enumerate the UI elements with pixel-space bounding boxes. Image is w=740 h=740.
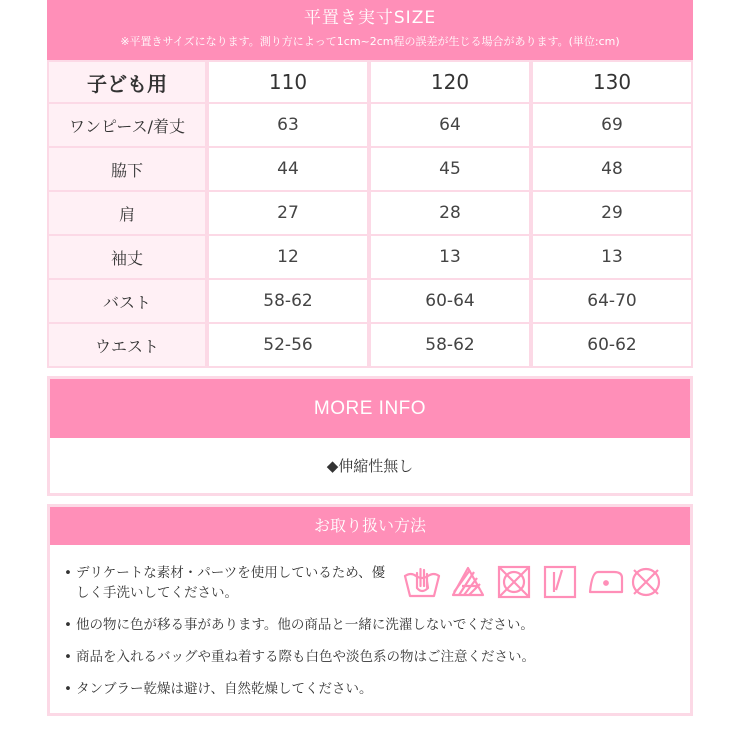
size-110: 110	[209, 60, 371, 104]
table-cell: 13	[371, 236, 533, 280]
table-cell: 44	[209, 148, 371, 192]
more-info-text: ◆伸縮性無し	[326, 457, 414, 475]
table-cell: 29	[533, 192, 693, 236]
table-cell: 13	[533, 236, 693, 280]
row-label: 肩	[47, 192, 209, 236]
more-info-title: MORE INFO	[50, 379, 690, 438]
table-row	[47, 324, 693, 368]
table-cell: 48	[533, 148, 693, 192]
row-label: 袖丈	[47, 236, 209, 280]
table-row	[47, 280, 693, 324]
size-120: 120	[371, 60, 533, 104]
row-label: ウエスト	[47, 324, 209, 368]
list-item: • 商品を入れるバッグや重ね着する際も白色や淡色系の物はご注意ください。	[64, 647, 674, 667]
table-row	[47, 148, 693, 192]
care-list	[64, 563, 674, 699]
size-chart-header	[47, 0, 693, 60]
row-label: ワンピース/着丈	[47, 104, 209, 148]
table-cell: 63	[209, 104, 371, 148]
table-cell: 60-62	[533, 324, 693, 368]
list-item: • 他の物に色が移る事があります。他の商品と一緒に洗濯しないでください。	[64, 615, 674, 635]
table-cell: 64-70	[533, 280, 693, 324]
table-cell: 60-64	[371, 280, 533, 324]
table-cell: 45	[371, 148, 533, 192]
size-130: 130	[533, 60, 693, 104]
list-item: • タンブラー乾燥は避け、自然乾燥してください。	[64, 679, 674, 699]
more-info-panel	[47, 376, 693, 496]
table-row	[47, 104, 693, 148]
table-row	[47, 236, 693, 280]
corner-label: 子ども用	[47, 60, 209, 104]
table-cell: 52-56	[209, 324, 371, 368]
size-table	[47, 60, 693, 368]
row-label: 脇下	[47, 148, 209, 192]
care-instructions-panel	[47, 504, 693, 716]
care-title: お取り扱い方法	[50, 507, 690, 545]
size-header-row	[47, 60, 693, 104]
table-row	[47, 192, 693, 236]
table-cell: 69	[533, 104, 693, 148]
table-cell: 28	[371, 192, 533, 236]
size-chart-note: ※平置きサイズになります。測り方によって1cm~2cm程の誤差が生じる場合があります。(単位:cm)	[120, 35, 620, 48]
size-chart-title: 平置き実寸SIZE	[303, 8, 437, 28]
table-cell: 12	[209, 236, 371, 280]
table-cell: 64	[371, 104, 533, 148]
table-cell: 58-62	[209, 280, 371, 324]
list-item: • デリケートな素材・パーツを使用しているため、優しく手洗いしてください。	[64, 563, 394, 603]
row-label: バスト	[47, 280, 209, 324]
table-cell: 27	[209, 192, 371, 236]
table-cell: 58-62	[371, 324, 533, 368]
